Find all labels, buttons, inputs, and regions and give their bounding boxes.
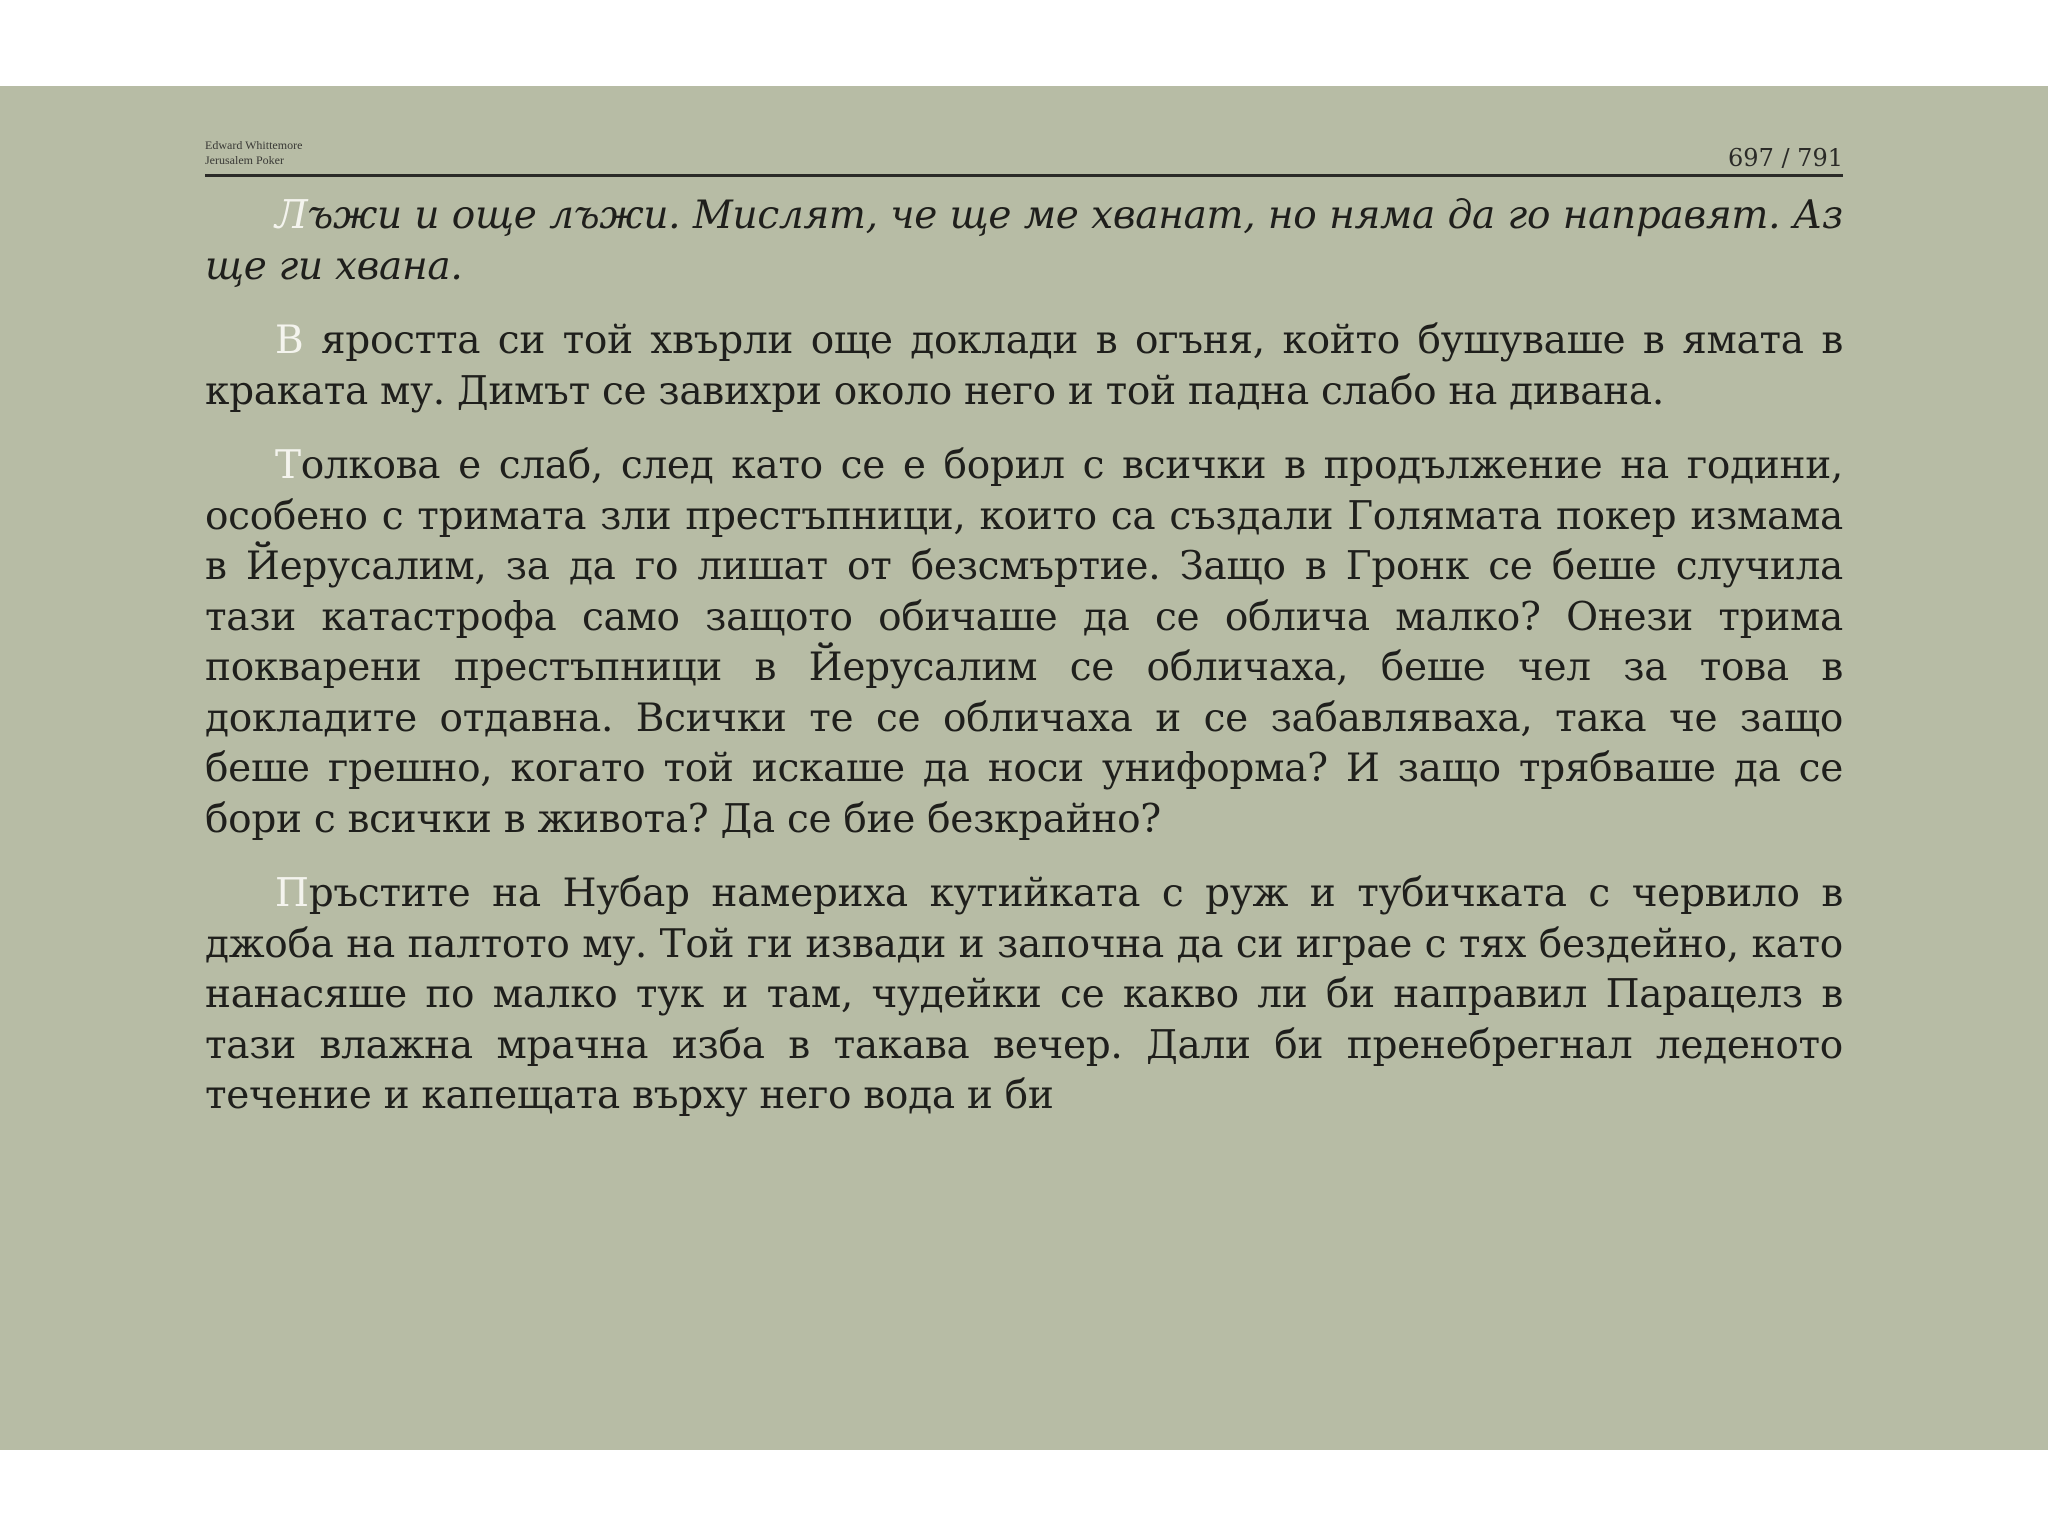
- author-name: Edward Whittemore: [205, 138, 303, 152]
- book-title: Jerusalem Poker: [205, 153, 284, 167]
- book-text: [205, 191, 1843, 1146]
- book-meta: [205, 138, 302, 168]
- paragraph-4: [205, 869, 1843, 1122]
- paragraph-initial: Т: [275, 443, 301, 488]
- paragraph-initial: Л: [275, 193, 308, 238]
- paragraph-3: [205, 441, 1843, 845]
- paragraph-text: олкова е слаб, след като се е борил с всички в продължение на години, особено с тримата зли престъпници, които са създали Голямата покер измама в Йерусалим, за да го лишат от безсмъртие. Защо в Гронк се беше случила тази катастрофа само защото обичаше да се облича малко? Онези трима покварени престъпници в Йерусалим се обличаха, беше чел за това в докладите отдавна. Всички те се обличаха и се забавляваха, така че защо беше грешно, когато той искаше да носи униформа? И защо трябваше да се бори с всички в живота? Да се бие безкрайно?: [205, 443, 1843, 842]
- paragraph-initial: В: [275, 318, 304, 363]
- paragraph-2: [205, 316, 1843, 417]
- paragraph-text: ръстите на Нубар намериха кутийката с руж и тубичката с червило в джоба на палтото му. Той ги извади и започна да си играе с тях бездейно, като нанасяше по малко тук и там, чудейки се какво ли би направил Парацелз в тази влажна мрачна изба в такава вечер. Дали би пренебрегнал леденото течение и капещата върху него вода и би: [205, 871, 1843, 1118]
- paragraph-text: ъжи и още лъжи. Мислят, че ще ме хванат, но няма да го направят. Аз ще ги хвана.: [205, 193, 1843, 289]
- running-header: [205, 138, 1843, 177]
- paragraph-1: [205, 191, 1843, 292]
- page-counter: 697 / 791: [1728, 144, 1843, 172]
- paragraph-initial: П: [275, 871, 309, 916]
- paragraph-text: яростта си той хвърли още доклади в огъня, който бушуваше в ямата в краката му. Димът се завихри около него и той падна слабо на дивана.: [205, 318, 1843, 414]
